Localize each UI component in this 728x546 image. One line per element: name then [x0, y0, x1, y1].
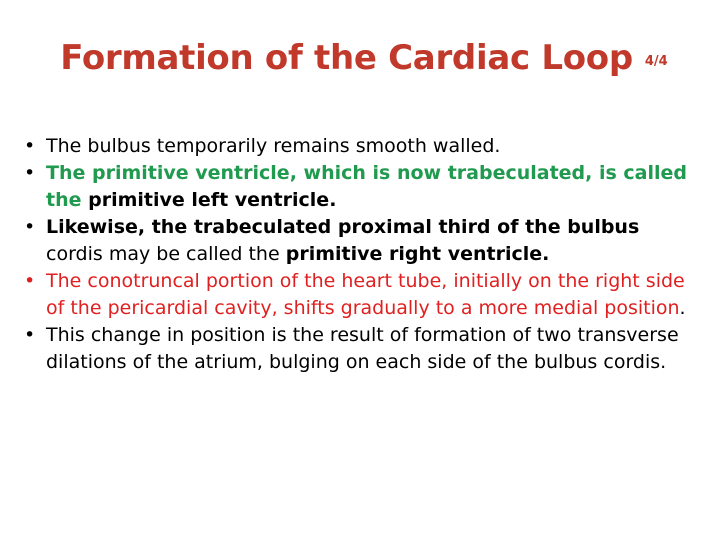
- bullet-marker: •: [24, 270, 36, 292]
- bullet-marker: •: [24, 135, 36, 157]
- bullet-text-bold: Likewise, the trabeculated proximal third of the bulbus: [46, 216, 640, 238]
- slide-title: [0, 38, 728, 78]
- bullet-text-red: The conotruncal portion of the heart tube, initially on the right side of the pericardial cavity, shifts gradually to a more medial position: [46, 270, 685, 319]
- bullet-marker: •: [24, 162, 36, 184]
- bullet-item-4: [24, 268, 696, 322]
- bullet-text: This change in position is the result of formation of two transverse dilations of the atrium, bulging on each side of the bulbus cordis.: [46, 324, 679, 373]
- bullet-marker: •: [24, 216, 36, 238]
- bullet-item-1: [24, 133, 696, 160]
- bullet-list: [24, 133, 696, 376]
- title-page-indicator: 4/4: [644, 54, 668, 69]
- bullet-text-period: .: [679, 297, 686, 319]
- bullet-text-green: The primitive ventricle, which is now trabeculated, is called the: [46, 162, 688, 211]
- bullet-text: cordis may be called the: [46, 243, 286, 265]
- bullet-item-2: [24, 160, 696, 214]
- bullet-marker: •: [24, 324, 36, 346]
- bullet-item-5: [24, 322, 696, 376]
- bullet-text-bold: primitive left ventricle.: [88, 189, 337, 211]
- title-text: Formation of the Cardiac Loop: [60, 38, 633, 78]
- bullet-text: The bulbus temporarily remains smooth walled.: [46, 135, 501, 157]
- bullet-text-bold-end: primitive right ventricle.: [285, 243, 550, 265]
- bullet-item-3: [24, 214, 696, 268]
